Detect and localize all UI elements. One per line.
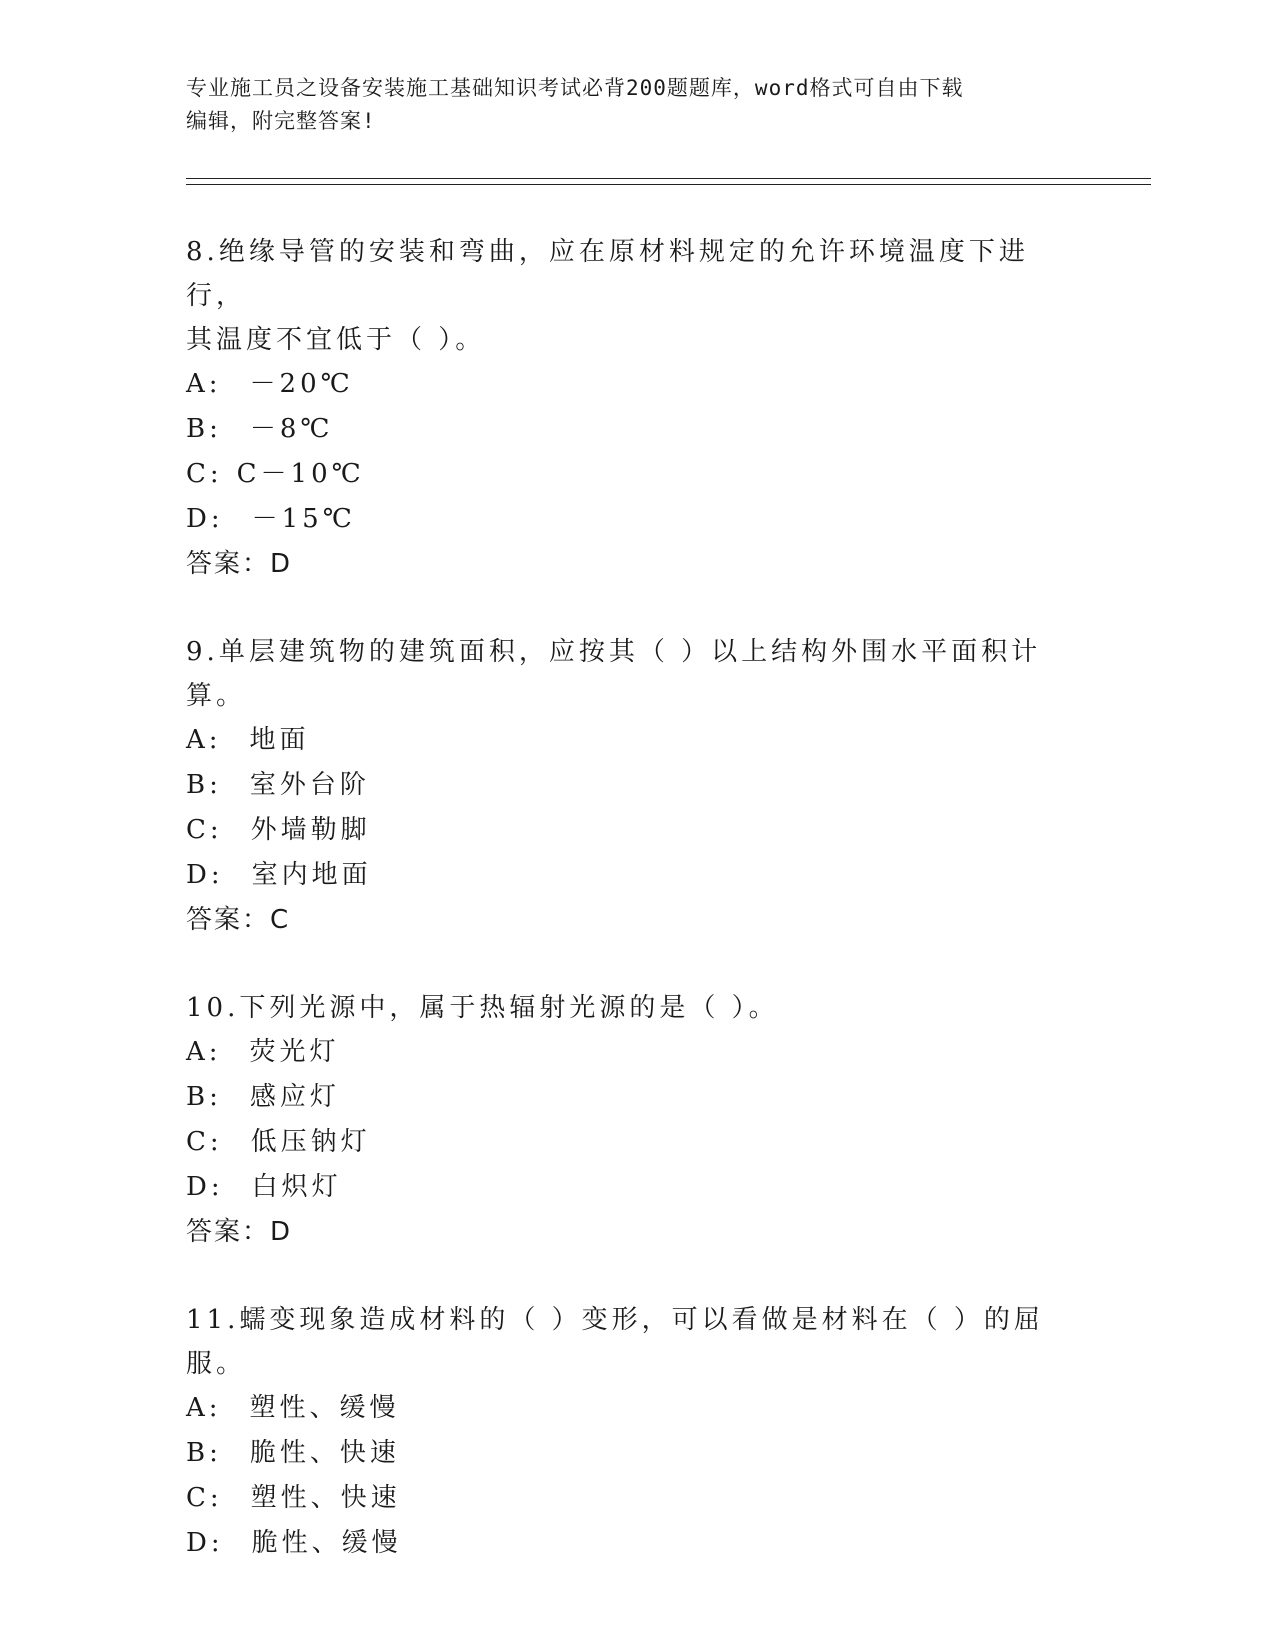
- option-c: [186, 1120, 1086, 1165]
- option-text: 室外台阶: [249, 770, 370, 800]
- question-stem: [186, 1298, 1086, 1386]
- option-list: [186, 1386, 1086, 1566]
- option-c: [186, 452, 1086, 497]
- option-letter: A:: [186, 1393, 222, 1423]
- option-letter: D:: [186, 1528, 224, 1558]
- option-text: －20℃: [249, 369, 354, 399]
- option-letter: B:: [186, 414, 222, 444]
- option-d: [186, 853, 1086, 898]
- question-11: [186, 1298, 1086, 1566]
- option-text: C－10℃: [236, 459, 365, 489]
- option-text: 地面: [249, 725, 310, 755]
- option-list: [186, 362, 1086, 542]
- question-9: [186, 630, 1086, 943]
- header-line-2: 编辑，附完整答案!: [186, 109, 376, 133]
- option-letter: D:: [186, 860, 224, 890]
- option-letter: C:: [186, 459, 223, 489]
- option-c: [186, 1476, 1086, 1521]
- option-letter: A:: [186, 725, 222, 755]
- question-text-line-1: 蠕变现象造成材料的（ ）变形，可以看做是材料在（ ）的屈服。: [186, 1305, 1044, 1379]
- option-letter: B:: [186, 770, 222, 800]
- header-divider-top: [186, 178, 1151, 179]
- question-number: 10.: [186, 993, 240, 1023]
- option-text: 低压钠灯: [250, 1127, 371, 1157]
- header-divider-bottom: [186, 184, 1151, 185]
- option-list: [186, 1030, 1086, 1210]
- question-number: 11.: [186, 1305, 240, 1335]
- question-number: 9.: [186, 637, 219, 667]
- option-letter: A:: [186, 369, 222, 399]
- option-letter: C:: [186, 815, 223, 845]
- option-d: [186, 1165, 1086, 1210]
- option-letter: D:: [186, 504, 224, 534]
- question-text-line-1: 下列光源中，属于热辐射光源的是（ ）。: [239, 993, 779, 1023]
- option-text: －8℃: [249, 414, 334, 444]
- question-10: [186, 986, 1086, 1255]
- option-letter: C:: [186, 1127, 223, 1157]
- option-text: －15℃: [251, 504, 356, 534]
- option-b: [186, 407, 1086, 452]
- option-text: 脆性、缓慢: [251, 1528, 402, 1558]
- option-text: 荧光灯: [249, 1037, 340, 1067]
- option-a: [186, 718, 1086, 763]
- option-a: [186, 1030, 1086, 1075]
- question-stem: [186, 230, 1086, 318]
- option-text: 室内地面: [251, 860, 372, 890]
- option-letter: B:: [186, 1438, 222, 1468]
- question-stem: [186, 986, 1086, 1030]
- option-text: 外墙勒脚: [250, 815, 371, 845]
- option-d: [186, 1521, 1086, 1566]
- option-letter: B:: [186, 1082, 222, 1112]
- option-text: 塑性、快速: [250, 1483, 401, 1513]
- option-d: [186, 497, 1086, 542]
- question-text-line-1: 单层建筑物的建筑面积，应按其（ ）以上结构外围水平面积计算。: [186, 637, 1042, 711]
- question-number: 8.: [186, 237, 219, 267]
- document-header: [186, 72, 1066, 138]
- option-text: 感应灯: [249, 1082, 340, 1112]
- option-text: 白炽灯: [251, 1172, 342, 1202]
- option-letter: C:: [186, 1483, 223, 1513]
- option-letter: A:: [186, 1037, 222, 1067]
- question-list: [186, 230, 1086, 1609]
- option-a: [186, 362, 1086, 407]
- header-line-1: 专业施工员之设备安装施工基础知识考试必背200题题库，word格式可自由下载: [186, 76, 964, 100]
- answer-line: 答案：D: [186, 1217, 293, 1247]
- option-a: [186, 1386, 1086, 1431]
- option-b: [186, 1431, 1086, 1476]
- option-b: [186, 763, 1086, 808]
- option-list: [186, 718, 1086, 898]
- question-text-line-2: 其温度不宜低于（ ）。: [186, 325, 486, 355]
- option-c: [186, 808, 1086, 853]
- option-b: [186, 1075, 1086, 1120]
- question-8: [186, 230, 1086, 587]
- question-stem: [186, 630, 1086, 718]
- question-text-line-1: 绝缘导管的安装和弯曲，应在原材料规定的允许环境温度下进行，: [186, 237, 1029, 311]
- answer-line: 答案：C: [186, 905, 291, 935]
- option-text: 脆性、快速: [249, 1438, 400, 1468]
- option-letter: D:: [186, 1172, 224, 1202]
- answer-line: 答案：D: [186, 549, 293, 579]
- option-text: 塑性、缓慢: [249, 1393, 400, 1423]
